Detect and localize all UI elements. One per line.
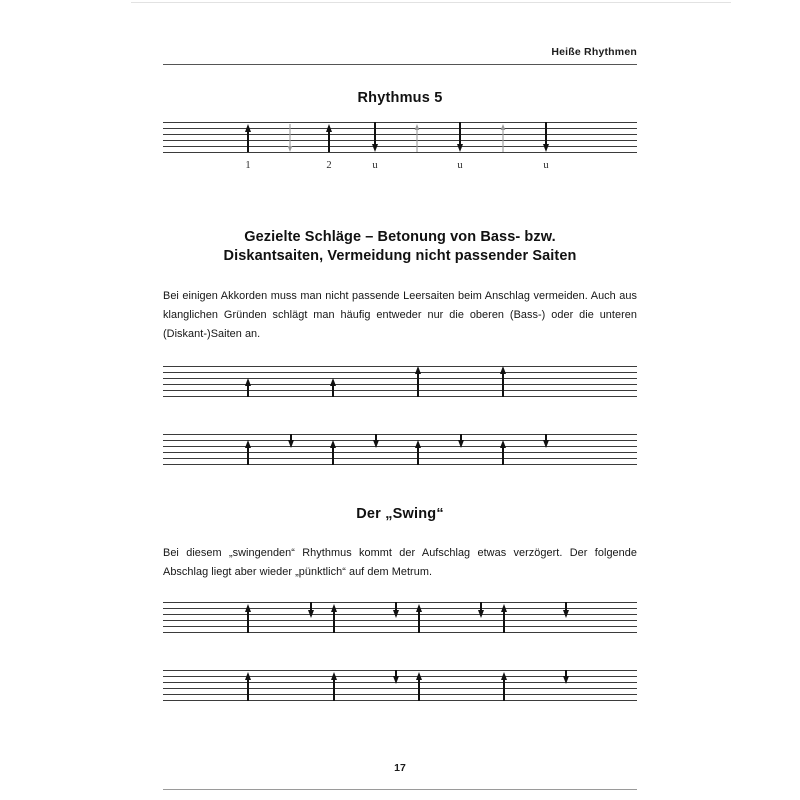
running-head [163,46,637,65]
heading-line-2: Diskantsaiten, Vermeidung nicht passender Saiten [223,248,577,265]
upstroke-arrow [245,672,251,701]
upstroke-arrow [245,604,251,633]
downstroke-arrow [308,602,314,618]
heading-der-swing: Der „Swing“ [356,506,444,522]
upstroke-arrow [415,124,420,152]
beat-labels [163,160,637,176]
downstroke-arrow [563,602,569,618]
upstroke-arrow [416,604,422,633]
downstroke-arrow [288,434,294,448]
upstroke-arrow [245,124,251,152]
upstroke-arrow [331,672,337,701]
downstroke-arrow [457,122,463,152]
header-rule [163,64,637,65]
upstroke-arrow [501,604,507,633]
page-content [163,0,637,800]
upstroke-arrow [331,604,337,633]
downstroke-arrow [543,434,549,448]
downstroke-arrow [373,434,379,448]
footer-rule [163,789,637,790]
page-number: 17 [394,762,406,774]
upstroke-arrow [415,366,421,397]
upstroke-arrow [501,672,507,701]
beat-label: 2 [326,160,332,171]
downstroke-arrow [288,124,293,152]
beat-label: 1 [245,160,251,171]
paragraph-swing: Bei diesem „swingenden“ Rhythmus kommt der Aufschlag etwas verzögert. Der folgende Abschlag liegt aber wieder „pünktlich“ auf dem Metrum. [163,547,637,579]
downstroke-arrow [393,670,399,684]
downstroke-arrow [563,670,569,684]
paragraph-gezielte: Bei einigen Akkorden muss man nicht passende Leersaiten beim Anschlag vermeiden. Auch aus klanglichen Gründen schlägt man häufig entweder nur die oberen (Bass-) oder die unteren (Diskant-)Saiten an. [163,290,637,341]
beat-label: u [543,160,549,171]
strum-arrows [163,588,637,650]
downstroke-arrow [543,122,549,152]
upstroke-arrow [500,366,506,397]
downstroke-arrow [393,602,399,618]
upstroke-arrow [245,378,251,397]
downstroke-arrow [372,122,378,152]
downstroke-arrow [478,602,484,618]
strum-arrows [163,420,637,482]
running-head-title: Heiße Rhythmen [551,46,637,58]
upstroke-arrow [326,124,332,152]
upstroke-arrow [500,440,506,465]
upstroke-arrow [330,378,336,397]
strum-arrows [163,656,637,718]
upstroke-arrow [416,672,422,701]
heading-gezielte-schlaege [163,228,637,266]
beat-label: u [457,160,463,171]
downstroke-arrow [458,434,464,448]
heading-rhythmus-5: Rhythmus 5 [357,90,443,106]
upstroke-arrow [245,440,251,465]
upstroke-arrow [330,440,336,465]
heading-line-1: Gezielte Schläge – Betonung von Bass- bzw. [244,229,556,245]
strum-arrows [163,352,637,414]
beat-label: u [372,160,378,171]
upstroke-arrow [415,440,421,465]
upstroke-arrow [501,124,506,152]
